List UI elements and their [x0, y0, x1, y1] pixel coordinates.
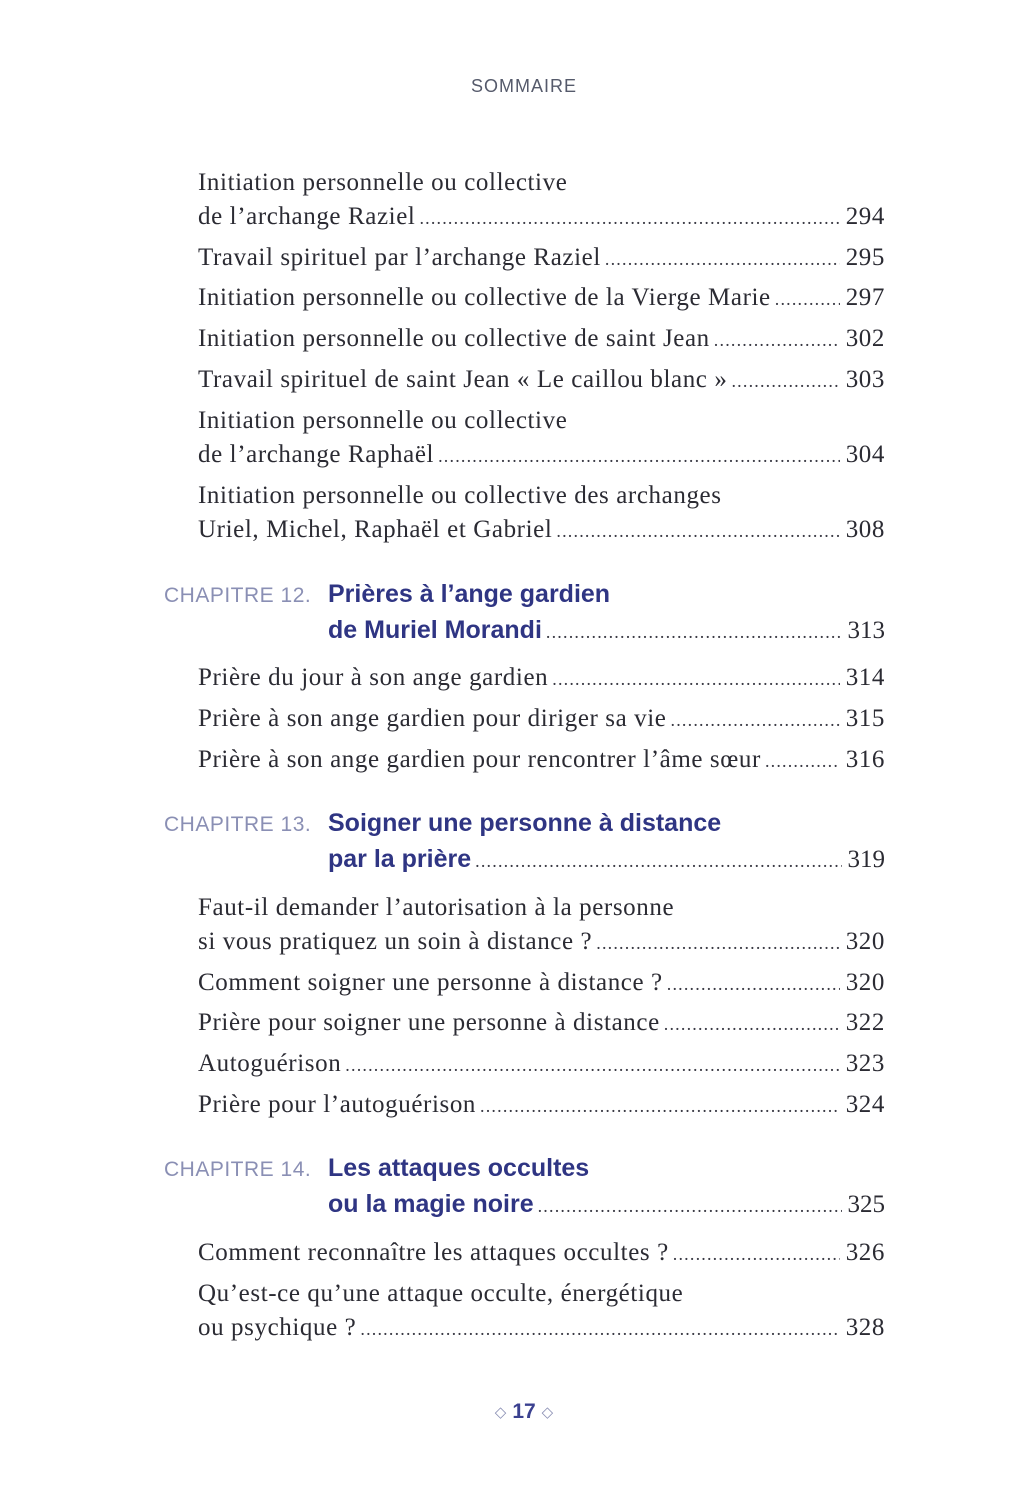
- page-number: 319: [847, 846, 885, 873]
- page-number: 325: [847, 1191, 885, 1218]
- leader-dots: [438, 439, 840, 473]
- leader-dots: [667, 967, 840, 1001]
- leader-dots: [419, 201, 839, 235]
- chapter-heading-13-cont: [328, 840, 885, 878]
- toc-entry: Travail spirituel de saint Jean « Le caillou blanc » ..... 303: [198, 363, 885, 397]
- toc-entry: de l’archange Raphaël ..... 304: [198, 438, 885, 472]
- page-number: 294: [845, 203, 885, 230]
- page-number: 314: [845, 664, 885, 691]
- chapter-title: Soigner une personne à distance: [328, 809, 722, 837]
- page-folio: [0, 1400, 1022, 1424]
- page-number: 323: [845, 1050, 885, 1077]
- diamond-ornament-icon: ◇: [541, 1404, 554, 1421]
- page-number: 313: [847, 617, 885, 644]
- diamond-ornament-icon: ◇: [494, 1404, 507, 1421]
- toc-entry: Uriel, Michel, Raphaël et Gabriel ..... 308: [198, 513, 885, 547]
- leader-dots: [345, 1048, 839, 1082]
- leader-dots: [480, 1089, 840, 1123]
- page-number: 322: [845, 1009, 885, 1036]
- chapter-heading-14: [164, 1149, 885, 1187]
- toc-entry: si vous pratiquez un soin à distance ? ..... 320: [198, 925, 885, 959]
- page-number: 315: [845, 705, 885, 732]
- leader-dots: [671, 703, 840, 737]
- chapter-title: de Muriel Morandi: [328, 616, 542, 644]
- toc-entry: Autoguérison ..... 323: [198, 1047, 885, 1081]
- toc-entry: Prière du jour à son ange gardien ..... 314: [198, 661, 885, 695]
- toc-entry-line: Initiation personnelle ou collective: [198, 407, 568, 434]
- chapter-title: ou la magie noire: [328, 1190, 534, 1218]
- page-number: 316: [845, 746, 885, 773]
- page-number: 320: [845, 928, 885, 955]
- leader-dots: [596, 926, 839, 960]
- chapter-heading-12: [164, 575, 885, 613]
- chapter-title: Les attaques occultes: [328, 1154, 590, 1182]
- page-number: 304: [845, 441, 885, 468]
- toc-entry: Prière pour soigner une personne à distance ..... 322: [198, 1006, 885, 1040]
- page-number: 328: [845, 1314, 885, 1341]
- toc-entry: Initiation personnelle ou collective de saint Jean ..... 302: [198, 322, 885, 356]
- leader-dots: [731, 364, 839, 398]
- page-number: 295: [845, 244, 885, 271]
- toc-entry-line: Qu’est-ce qu’une attaque occulte, énergétique: [198, 1280, 684, 1307]
- leader-dots: [552, 662, 839, 696]
- chapter-heading-14-cont: [328, 1185, 885, 1223]
- toc-entry: Prière pour l’autoguérison ..... 324: [198, 1088, 885, 1122]
- leader-dots: [556, 514, 839, 548]
- page-number: 302: [845, 325, 885, 352]
- toc-entry-line: Faut-il demander l’autorisation à la personne: [198, 894, 675, 921]
- leader-dots: [673, 1237, 840, 1271]
- leader-dots: [664, 1007, 840, 1041]
- chapter-title: par la prière: [328, 845, 472, 873]
- toc-entry: Travail spirituel par l’archange Raziel ..... 295: [198, 241, 885, 275]
- leader-dots: [360, 1312, 839, 1346]
- toc-entry: Prière à son ange gardien pour rencontrer l’âme sœur ..... 316: [198, 743, 885, 777]
- folio-number: 17: [512, 1400, 536, 1423]
- chapter-title: Prières à l’ange gardien: [328, 580, 611, 608]
- toc-entry-line: Initiation personnelle ou collective: [198, 169, 568, 196]
- toc-entry: Prière à son ange gardien pour diriger sa vie ..... 315: [198, 702, 885, 736]
- toc-entry: Comment reconnaître les attaques occultes ? ..... 326: [198, 1236, 885, 1270]
- toc-entry: Initiation personnelle ou collective de la Vierge Marie ..... 297: [198, 281, 885, 315]
- toc-entry: de l’archange Raziel ..... 294: [198, 200, 885, 234]
- page-number: 320: [845, 969, 885, 996]
- leader-dots: [775, 282, 840, 316]
- leader-dots: [714, 323, 840, 357]
- page-number: 297: [845, 284, 885, 311]
- chapter-heading-12-cont: [328, 611, 885, 649]
- leader-dots: [538, 1187, 842, 1225]
- running-head: SOMMAIRE: [470, 76, 577, 96]
- chapter-label: CHAPITRE 12.: [164, 584, 312, 607]
- page-number: 303: [845, 366, 885, 393]
- toc-entry: Comment soigner une personne à distance ? ..... 320: [198, 966, 885, 1000]
- toc-entry: ou psychique ? ..... 328: [198, 1311, 885, 1345]
- toc-entry-line: Initiation personnelle ou collective des archanges: [198, 482, 722, 509]
- page-number: 326: [845, 1239, 885, 1266]
- leader-dots: [475, 842, 841, 880]
- leader-dots: [765, 744, 840, 778]
- chapter-label: CHAPITRE 13.: [164, 813, 312, 836]
- leader-dots: [605, 242, 840, 276]
- page-number: 308: [845, 516, 885, 543]
- page-number: 324: [845, 1091, 885, 1118]
- chapter-label: CHAPITRE 14.: [164, 1158, 312, 1181]
- leader-dots: [546, 613, 842, 651]
- chapter-heading-13: [164, 804, 885, 842]
